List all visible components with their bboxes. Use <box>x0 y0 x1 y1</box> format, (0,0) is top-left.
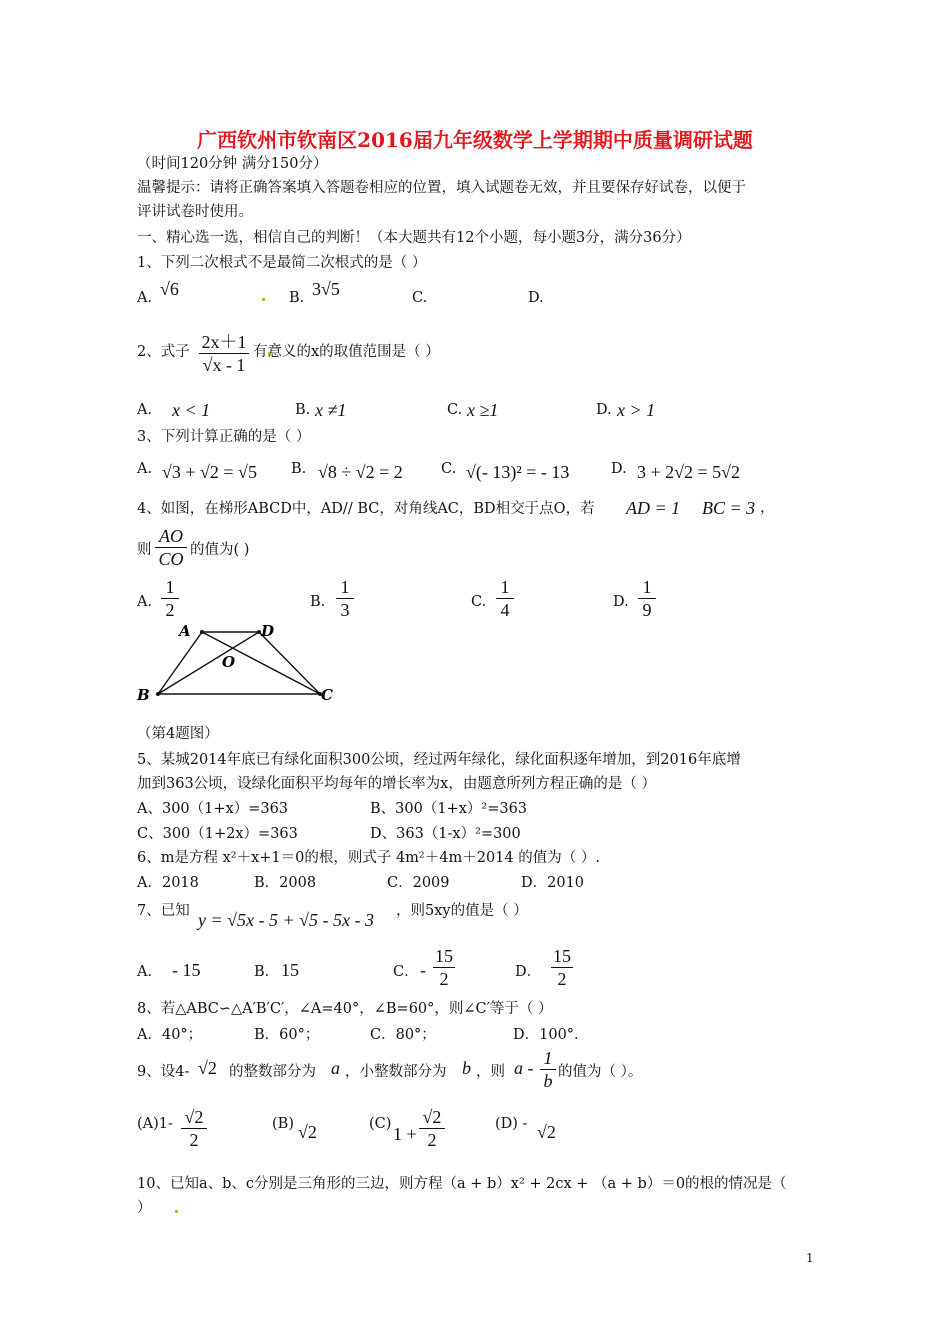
q7-option-d-num: 15 <box>553 946 571 966</box>
q6-option-d: D．2010 <box>521 875 585 891</box>
q7-option-d-fraction <box>550 945 574 990</box>
q9-stem-mid-1: 的整数部分为 <box>229 1064 316 1080</box>
q9-expr-a: a - <box>514 1058 534 1078</box>
q3-stem: 3、下列计算正确的是（ ） <box>137 429 311 445</box>
q5-option-c: C、300（1+2x）=363 <box>137 826 298 842</box>
q4-stem-pre: 则 <box>137 542 152 558</box>
q1-option-a-expr: √6 <box>160 279 179 299</box>
q1-option-c-label: C. <box>412 290 428 306</box>
q4-option-c-num: 1 <box>500 577 510 597</box>
q4-option-c-label: C. <box>471 594 487 610</box>
q4-option-d-fraction <box>637 576 657 621</box>
q9-var-a: a <box>331 1058 340 1078</box>
q2-stem-post: 有意义的x的取值范围是（ ） <box>253 344 440 360</box>
q1-option-b-expr: 3√5 <box>312 279 340 299</box>
q7-option-c-den: 2 <box>439 969 449 989</box>
q1-stem: 1、下列二次根式不是最简二次根式的是（ ） <box>137 255 427 271</box>
page-number: 1 <box>806 1251 814 1265</box>
q4-option-b-label: B. <box>310 594 326 610</box>
q7-option-d-den: 2 <box>557 969 567 989</box>
q7-option-d-label: D． <box>515 964 542 980</box>
q5-option-d: D、363（1-x）²=300 <box>370 826 521 842</box>
stray-dot-mark <box>175 1210 178 1213</box>
q4-figure-caption: （第4题图） <box>137 726 219 742</box>
q4-option-c-den: 4 <box>500 600 510 620</box>
q5-line-2: 加到363公顷，设绿化面积平均每年的增长率为x，由题意所列方程正确的是（ ） <box>137 776 656 792</box>
q9-option-d-label: (D) - <box>495 1116 528 1132</box>
q7-stem-pre: 7、已知 <box>137 903 190 919</box>
q3-option-c-expr: √(- 13)² = - 13 <box>466 462 570 482</box>
q2-denominator: √x - 1 <box>202 355 246 375</box>
trapezoid-figure <box>135 618 345 708</box>
q3-option-b-expr: √8 ÷ √2 = 2 <box>318 462 403 482</box>
q9-option-c-den: 2 <box>427 1130 437 1150</box>
page-title: 广西钦州市钦南区2016届九年级数学上学期期中质量调研试题 <box>197 128 753 152</box>
q4-ratio-numerator: AO <box>159 526 183 546</box>
q4-bc-equation: BC = 3 <box>702 498 756 518</box>
q7-option-c-num: 15 <box>435 946 453 966</box>
q9-numerator: 1 <box>543 1048 553 1068</box>
q3-option-b-label: B. <box>291 461 307 477</box>
label-b: B <box>137 686 150 704</box>
q8-option-c: C．80°； <box>370 1027 436 1043</box>
q7-option-b-expr: 15 <box>281 960 299 980</box>
q4-option-a-num: 1 <box>165 577 175 597</box>
q4-ratio-denominator: CO <box>158 549 184 569</box>
q2-option-d-expr: x > 1 <box>617 400 656 420</box>
time-info: （时间120分钟 满分150分） <box>137 156 328 172</box>
q4-option-a-label: A. <box>137 594 153 610</box>
diagonal-ac <box>202 632 320 694</box>
q2-option-a-expr: x < 1 <box>172 400 211 420</box>
q9-option-c-num: √2 <box>422 1107 442 1127</box>
q7-stem-post: ，则5xy的值是（ ） <box>396 903 528 919</box>
q2-option-b-label: B. <box>295 402 311 418</box>
q8-stem: 8、若△ABC∽△A′B′C′，∠A=40°，∠B=60°，则∠C′等于（ ） <box>137 1001 553 1017</box>
q3-option-d-expr: 3 + 2√2 = 5√2 <box>637 462 741 482</box>
q8-option-a: A．40°； <box>137 1027 203 1043</box>
q9-option-a-fraction <box>180 1106 208 1151</box>
q6-option-a: A．2018 <box>137 875 199 891</box>
stray-dot-mark <box>262 298 265 301</box>
q9-var-b: b <box>462 1058 471 1078</box>
section-1-heading: 一、精心选一选，相信自己的判断！（本大题共有12个小题，每小题3分，满分36分） <box>137 230 691 246</box>
q7-option-a-label: A． <box>137 964 162 980</box>
label-c: C <box>321 686 333 704</box>
q2-option-a-label: A. <box>137 402 153 418</box>
q4-option-d-label: D. <box>613 594 629 610</box>
q6-option-b: B．2008 <box>254 875 317 891</box>
q8-option-d: D．100°． <box>513 1027 589 1043</box>
label-o: O <box>222 653 236 671</box>
q9-stem-post: 的值为（ ）。 <box>558 1064 643 1080</box>
q2-option-b-expr: x ≠1 <box>315 400 347 420</box>
notice-line-2: 评讲试卷时使用。 <box>137 204 253 220</box>
q3-option-a-label: A. <box>137 461 153 477</box>
q1-option-b-label: B. <box>289 290 305 306</box>
q4-option-a-den: 2 <box>165 600 175 620</box>
q2-option-c-label: C. <box>447 402 463 418</box>
vertex-b-point <box>156 692 160 696</box>
q4-option-d-num: 1 <box>642 577 652 597</box>
q4-option-d-den: 9 <box>642 600 652 620</box>
q9-fraction <box>539 1047 557 1092</box>
q7-option-c-label: C． <box>393 964 419 980</box>
q9-stem-pre: 9、设4- <box>137 1064 190 1080</box>
q10-line-2: ） <box>137 1200 152 1216</box>
q2-numerator: 2x＋1 <box>201 332 247 352</box>
q9-denominator: b <box>543 1071 553 1091</box>
q4-stem-post: 的值为( ) <box>190 542 250 558</box>
q4-option-c-fraction <box>495 576 515 621</box>
q6-option-c: C．2009 <box>387 875 450 891</box>
q7-option-b-label: B． <box>254 964 280 980</box>
q5-option-b: B、300（1+x）²=363 <box>370 801 528 817</box>
q1-option-d-label: D. <box>528 290 544 306</box>
q9-option-c-pre: 1 + <box>393 1124 417 1144</box>
q2-option-c-expr: x ≥1 <box>467 400 499 420</box>
q7-expression: y = √5x - 5 + √5 - 5x - 3 <box>198 910 375 930</box>
q7-option-c-sign: - <box>420 960 426 980</box>
label-d: D <box>261 622 275 640</box>
q9-option-c-fraction <box>418 1106 446 1151</box>
q3-option-d-label: D. <box>611 461 627 477</box>
q4-option-b-fraction <box>335 576 355 621</box>
q4-ratio-fraction <box>154 525 188 570</box>
q4-option-b-den: 3 <box>340 600 350 620</box>
q3-option-c-label: C. <box>441 461 457 477</box>
label-a: A <box>179 622 191 640</box>
q7-option-c-fraction <box>432 945 456 990</box>
q9-option-a-den: 2 <box>189 1130 199 1150</box>
q4-ad-equation: AD = 1 <box>626 498 681 518</box>
q9-sqrt2: √2 <box>198 1058 217 1078</box>
q2-stem-pre: 2、式子 <box>137 344 190 360</box>
q2-option-d-label: D. <box>596 402 612 418</box>
q8-option-b: B．60°； <box>254 1027 320 1043</box>
q9-option-b-label: (B) <box>272 1116 294 1132</box>
notice-line-1: 温馨提示：请将正确答案填入答题卷相应的位置，填入试题卷无效，并且要保存好试卷，以便于 <box>137 180 746 196</box>
q9-option-a-label: (A)1- <box>137 1116 173 1132</box>
q9-option-a-num: √2 <box>184 1107 204 1127</box>
q9-option-c-label: (C) <box>369 1116 392 1132</box>
diagonal-bd <box>158 632 259 694</box>
q9-stem-mid-3: ，则 <box>476 1064 505 1080</box>
q3-option-a-expr: √3 + √2 = √5 <box>162 462 257 482</box>
q7-option-a-expr: - 15 <box>172 960 201 980</box>
q9-stem-mid-2: ，小整数部分为 <box>345 1064 447 1080</box>
q6-stem: 6、m是方程 x²＋x+1＝0的根，则式子 4m²＋4m＋2014 的值为（ ）. <box>137 850 600 866</box>
q4-option-b-num: 1 <box>340 577 350 597</box>
q4-comma: ， <box>760 500 775 516</box>
q10-line-1: 10、已知a、b、c分别是三角形的三边，则方程（a + b）x² + 2cx + （a + b）＝0的根的情况是（ <box>137 1176 787 1192</box>
q4-option-a-fraction <box>160 576 180 621</box>
q4-stem-line-1: 4、如图，在梯形ABCD中，AD// BC，对角线AC，BD相交于点O，若 <box>137 501 595 517</box>
q9-option-b-expr: √2 <box>298 1122 317 1142</box>
q9-option-d-expr: √2 <box>537 1122 556 1142</box>
q5-line-1: 5、某城2014年底已有绿化面积300公顷，经过两年绿化，绿化面积逐年增加，到2016年底增 <box>137 752 741 768</box>
trapezoid-outline <box>158 632 320 694</box>
vertex-a-point <box>200 630 204 634</box>
q5-option-a: A、300（1+x）=363 <box>137 801 289 817</box>
q2-fraction <box>198 331 250 376</box>
q1-option-a-label: A. <box>137 290 153 306</box>
